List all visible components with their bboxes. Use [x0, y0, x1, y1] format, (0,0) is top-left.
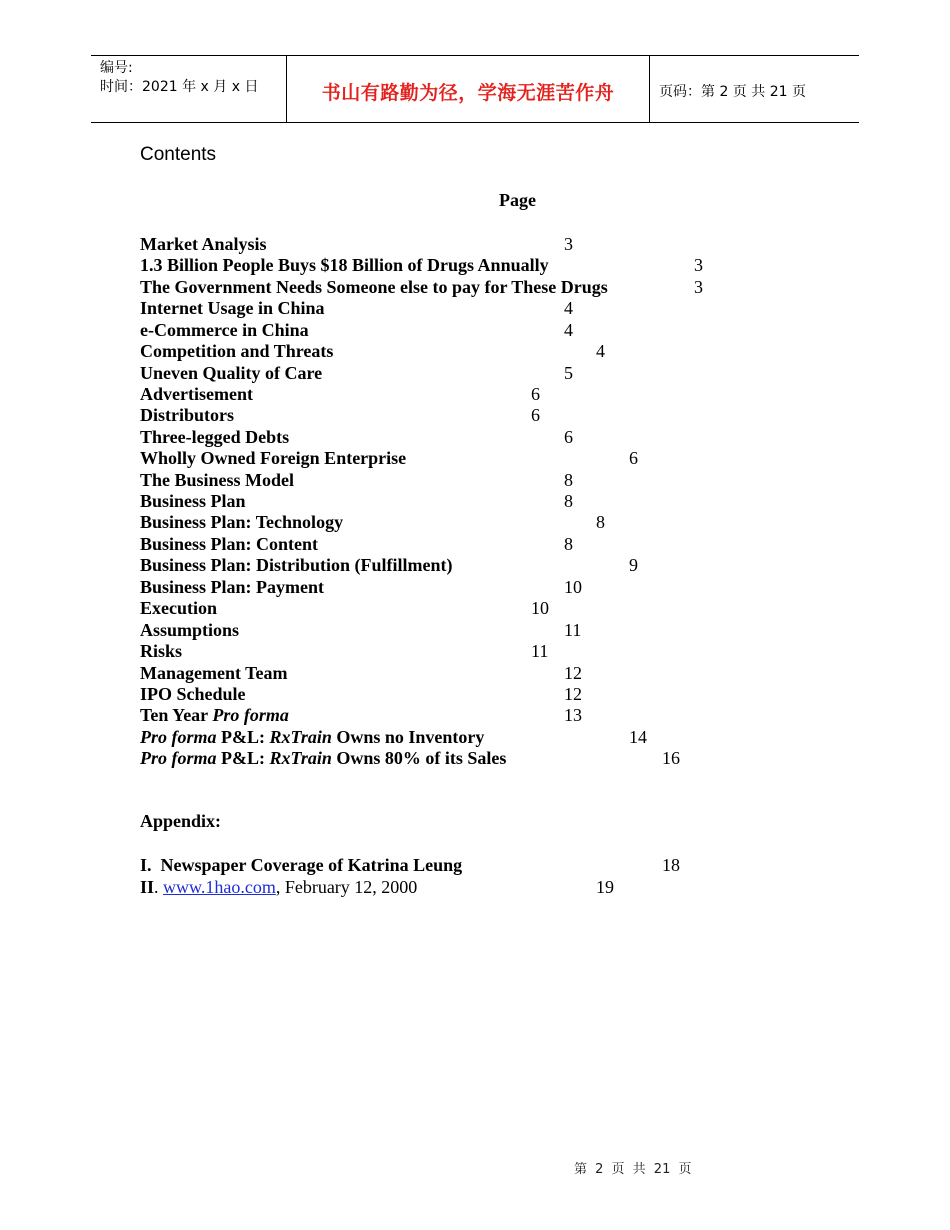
time-label: 时间：2021 年 x 月 x 日	[100, 79, 259, 95]
toc-page: 4	[564, 320, 573, 340]
toc-title: Market Analysis	[140, 234, 267, 254]
toc-title: Competition and Threats	[140, 341, 334, 361]
toc-title: Business Plan: Distribution (Fulfillment)	[140, 555, 453, 575]
page-info: 页码：第 2 页 共 21 页	[659, 84, 806, 100]
header-meta-cell	[91, 56, 287, 122]
toc-title: Business Plan: Content	[140, 534, 319, 554]
toc-page: 8	[564, 534, 573, 554]
toc-page: 3	[694, 277, 703, 297]
toc-page: 3	[564, 234, 573, 254]
toc-title: Advertisement	[140, 384, 253, 404]
contents-heading: Contents	[140, 144, 217, 165]
toc-title-text: P&L:	[216, 748, 270, 768]
toc-title-italic: Pro forma	[212, 705, 289, 725]
toc-page: 10	[564, 577, 582, 597]
toc-title: Assumptions	[140, 620, 240, 640]
toc-title: Internet Usage in China	[140, 298, 325, 318]
toc-title: Distributors	[140, 405, 234, 425]
toc-page: 4	[564, 298, 573, 318]
toc-title-italic: RxTrain	[269, 748, 332, 768]
toc-page: 10	[531, 598, 549, 618]
appendix-title: Newspaper Coverage of Katrina Leung	[160, 855, 463, 875]
toc-title: Business Plan: Technology	[140, 512, 344, 532]
toc-title: IPO Schedule	[140, 684, 246, 704]
toc-page: 3	[694, 255, 703, 275]
toc-title-italic: Pro forma	[140, 748, 217, 768]
toc-title: 1.3 Billion People Buys $18 Billion of Drugs Annually	[140, 255, 549, 275]
toc-title-italic: RxTrain	[269, 727, 332, 747]
toc-page: 6	[629, 448, 638, 468]
toc-title-text: Ten Year	[140, 705, 213, 725]
document-header	[91, 55, 859, 123]
toc-page: 4	[596, 341, 605, 361]
appendix-numeral: II	[140, 877, 155, 897]
toc-title: Business Plan: Payment	[140, 577, 325, 597]
toc-title: Management Team	[140, 663, 288, 683]
header-page-cell	[650, 56, 859, 122]
toc-title-text: P&L:	[216, 727, 270, 747]
toc-page: 8	[564, 491, 573, 511]
toc-title: The Business Model	[140, 470, 295, 490]
appendix-page: 19	[596, 877, 614, 897]
toc-page: 13	[564, 705, 582, 725]
toc-page: 9	[629, 555, 638, 575]
motto: 书山有路勤为径，学海无涯苦作舟	[321, 82, 615, 104]
toc-title: e-Commerce in China	[140, 320, 309, 340]
toc-title: Risks	[140, 641, 183, 661]
toc-title-text: Owns 80% of its Sales	[331, 748, 507, 768]
toc-page: 8	[564, 470, 573, 490]
toc-title: Business Plan	[140, 491, 246, 511]
number-label: 编号:	[100, 60, 133, 76]
toc-page: 6	[531, 405, 540, 425]
toc-title-text: Owns no Inventory	[331, 727, 485, 747]
toc-title: Three-legged Debts	[140, 427, 290, 447]
toc-title: Uneven Quality of Care	[140, 363, 323, 383]
appendix-link[interactable]: www.1hao.com	[163, 877, 276, 897]
toc-page: 12	[564, 663, 582, 683]
appendix-title: , February 12, 2000	[275, 877, 418, 897]
toc-title	[140, 726, 484, 748]
toc-page: 6	[531, 384, 540, 404]
toc-page: 8	[596, 512, 605, 532]
toc-page: 11	[564, 620, 582, 640]
toc-page: 5	[564, 363, 573, 383]
appendix-row[interactable]	[140, 854, 680, 876]
toc-title	[140, 747, 506, 769]
appendix-numeral: I.	[140, 855, 152, 875]
page-column-label: Page	[499, 190, 536, 210]
toc-title: Wholly Owned Foreign Enterprise	[140, 448, 407, 468]
header-motto-cell	[287, 56, 650, 122]
toc-page: 6	[564, 427, 573, 447]
toc-page: 12	[564, 684, 582, 704]
toc-page: 16	[662, 748, 680, 768]
toc-title: The Government Needs Someone else to pay for These Drugs	[140, 277, 608, 297]
toc-page: 14	[629, 727, 647, 747]
toc-title	[140, 704, 289, 726]
toc-page: 11	[531, 641, 549, 661]
appendix-label: Appendix:	[140, 811, 222, 831]
page-footer: 第 2 页 共 21 页	[574, 1162, 692, 1177]
appendix-page: 18	[662, 855, 680, 875]
appendix-row[interactable]: II. www.1hao.com, February 12, 2000 19	[140, 877, 614, 897]
toc-title: Execution	[140, 598, 218, 618]
toc-title-italic: Pro forma	[140, 727, 217, 747]
